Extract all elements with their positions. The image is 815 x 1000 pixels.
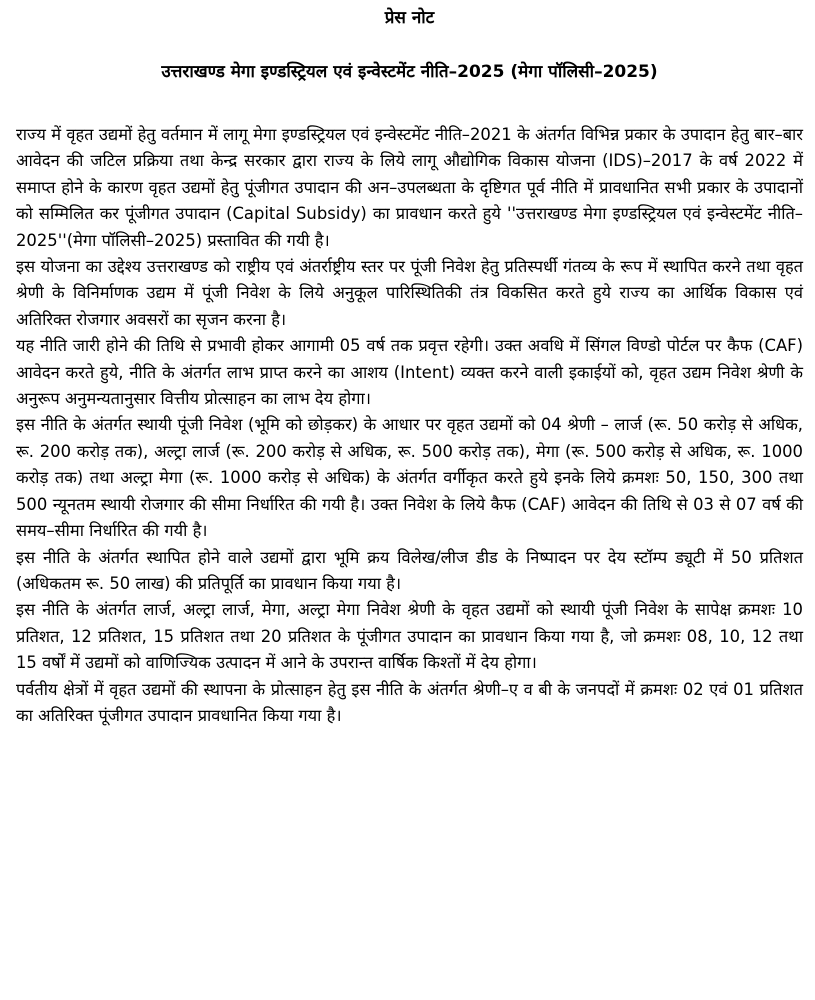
- paragraph-hill-areas: पर्वतीय क्षेत्रों में वृहत उद्यमों की स्थापना के प्रोत्साहन हेतु इस नीति के अंतर्गत श्रेणी–ए व बी के जनपदों में क्रमशः 02 एवं 01 प्रतिशत का अतिरिक्त पूंजीगत उपादान प्रावधानित किया गया है।: [16, 679, 803, 725]
- press-note-label: प्रेस नोट: [384, 8, 435, 28]
- paragraph-background: राज्य में वृहत उद्यमों हेतु वर्तमान में लागू मेगा इण्डस्ट्रियल एवं इन्वेस्टमेंट नीति–2021 के अंतर्गत विभिन्न प्रकार के उपादान हेतु बार–बार आवेदन की जटिल प्रक्रिया तथा केन्द्र सरकार द्वारा राज्य के लिये लागू औद्योगिक विकास योजना (IDS)–2017 के वर्ष 2022 में समाप्त होने के कारण वृहत उद्यमों हेतु पूंजीगत उपादान की अन–उपलब्धता के दृष्टिगत पूर्व नीति में प्रावधानित सभी प्रकार के उपादानों को सम्मिलित कर पूंजीगत उपादान (Capital Subsidy) का प्रावधान करते हुये ''उत्तराखण्ड मेगा इण्डस्ट्रियल एवं इन्वेस्टमेंट नीति–2025''(मेगा पॉलिसी–2025) प्रस्तावित की गयी है।: [16, 125, 803, 250]
- policy-title: उत्तराखण्ड मेगा इण्डस्ट्रियल एवं इन्वेस्टमेंट नीति–2025 (मेगा पॉलिसी–2025): [161, 62, 658, 82]
- paragraph-stamp-duty: इस नीति के अंतर्गत स्थापित होने वाले उद्यमों द्वारा भूमि क्रय विलेख/लीज डीड के निष्पादन पर देय स्टॉम्प ड्यूटी में 50 प्रतिशत (अधिकतम रू. 50 लाख) की प्रतिपूर्ति का प्रावधान किया गया है।: [16, 547, 803, 593]
- document-body: [16, 122, 803, 729]
- paragraph-objective: इस योजना का उद्देश्य उत्तराखण्ड को राष्ट्रीय एवं अंतर्राष्ट्रीय स्तर पर पूंजी निवेश हेतु प्रतिस्पर्धी गंतव्य के रूप में स्थापित करने तथा वृहत श्रेणी के विनिर्माणक उद्यम में पूंजी निवेश के लिये अनुकूल पारिस्थितिकी तंत्र विकसित करते हुये राज्य का आर्थिक विकास एवं अतिरिक्त रोजगार अवसरों का सृजन करना है।: [16, 257, 803, 329]
- paragraph-categories: इस नीति के अंतर्गत स्थायी पूंजी निवेश (भूमि को छोड़कर) के आधार पर वृहत उद्यमों को 04 श्रेणी – लार्ज (रू. 50 करोड़ से अधिक, रू. 200 करोड़ तक), अल्ट्रा लार्ज (रू. 200 करोड़ से अधिक, रू. 500 करोड़ तक), मेगा (रू. 500 करोड़ से अधिक, रू. 1000 करोड़ तक) तथा अल्ट्रा मेगा (रू. 1000 करोड़ से अधिक) के अंतर्गत वर्गीकृत करते हुये इनके लिये क्रमशः 50, 150, 300 तथा 500 न्यूनतम स्थायी रोजगार की सीमा निर्धारित की गयी है। उक्त निवेश के लिये कैफ (CAF) आवेदन की तिथि से 03 से 07 वर्ष की समय–सीमा निर्धारित की गयी है।: [16, 415, 803, 541]
- paragraph-capital-subsidy: इस नीति के अंतर्गत लार्ज, अल्ट्रा लार्ज, मेगा, अल्ट्रा मेगा निवेश श्रेणी के वृहत उद्यमों को स्थायी पूंजी निवेश के सापेक्ष क्रमशः 10 प्रतिशत, 12 प्रतिशत, 15 प्रतिशत तथा 20 प्रतिशत के पूंजीगत उपादान का प्रावधान किया गया है, जो क्रमशः 08, 10, 12 तथा 15 वर्षों में उद्यमों को वाणिज्यिक उत्पादन में आने के उपरान्त वार्षिक किश्तों में देय होगा।: [16, 600, 803, 673]
- paragraph-validity: यह नीति जारी होने की तिथि से प्रभावी होकर आगामी 05 वर्ष तक प्रवृत्त रहेगी। उक्त अवधि में सिंगल विण्डो पोर्टल पर कैफ (CAF) आवेदन करते हुये, नीति के अंतर्गत लाभ प्राप्त करने का आशय (Intent) व्यक्त करने वाली इकाईयों को, वृहत उद्यम निवेश श्रेणी के अनुरूप अनुमन्यतानुसार वित्तीय प्रोत्साहन का लाभ देय होगा।: [16, 336, 803, 409]
